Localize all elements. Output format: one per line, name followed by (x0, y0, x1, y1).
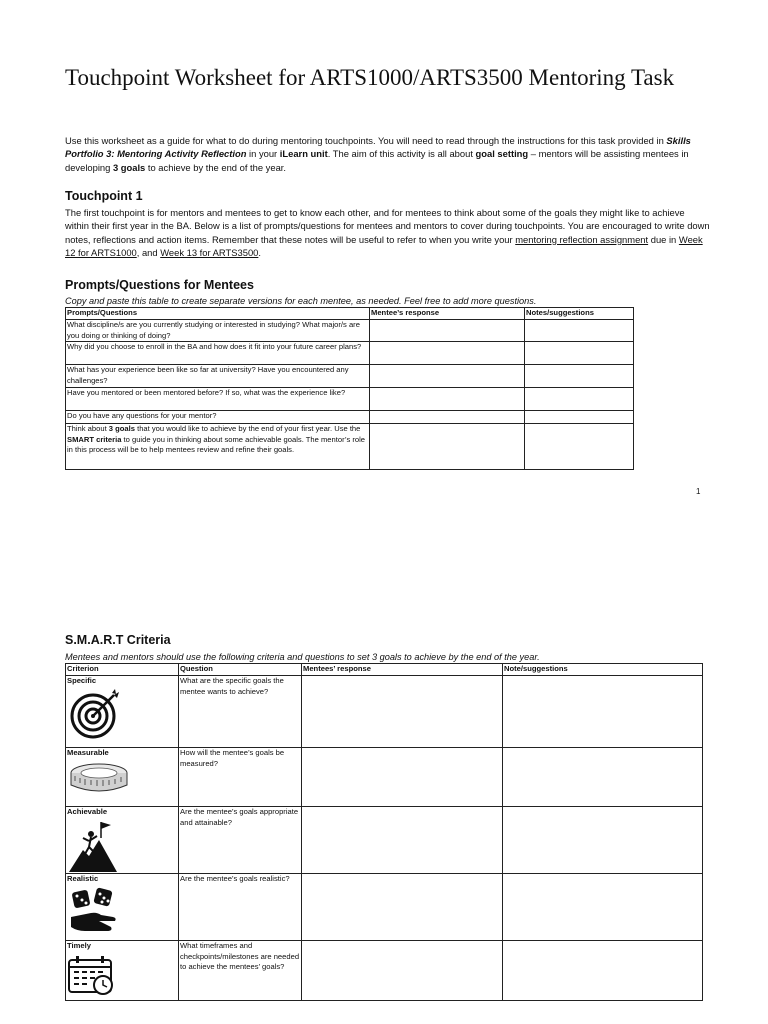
notes-cell[interactable] (503, 676, 703, 748)
notes-cell[interactable] (503, 748, 703, 807)
criterion-cell (66, 874, 179, 941)
col-header-mentee-response: Mentee’s response (370, 308, 525, 320)
criterion-cell (66, 941, 179, 1001)
tape-measure-icon (67, 761, 131, 797)
intro-paragraph (65, 134, 710, 174)
prompt-cell: Have you mentored or been mentored before? If so, what was the experience like? (66, 388, 370, 411)
reflection-assignment-link[interactable]: mentoring reflection assignment (515, 233, 649, 245)
table-row (66, 365, 634, 388)
notes-cell[interactable] (525, 342, 634, 365)
table-row (66, 676, 703, 748)
smart-table (65, 663, 703, 1001)
notes-cell[interactable] (525, 365, 634, 388)
question-cell: What timeframes and checkpoints/milestones are needed to achieve the mentees’ goals? (179, 941, 302, 1001)
smart-header-row (66, 664, 703, 676)
response-cell[interactable] (370, 342, 525, 365)
goal-3-goals: 3 goals (108, 424, 135, 433)
prompt-cell: Why did you choose to enroll in the BA and how does it fit into your future career plans? (66, 342, 370, 365)
criterion-name: Measurable (67, 748, 109, 757)
page-title: Touchpoint Worksheet for ARTS1000/ARTS3500 Mentoring Task (65, 65, 675, 90)
col-header-question: Question (179, 664, 302, 676)
response-cell[interactable] (370, 365, 525, 388)
col-header-mentees-response: Mentees’ response (302, 664, 503, 676)
table-row (66, 748, 703, 807)
prompts-note: Copy and paste this table to create separate versions for each mentee, as needed. Feel free to add more questions. (65, 296, 537, 306)
goal-smart-criteria: SMART criteria (67, 434, 122, 444)
table-row (66, 941, 703, 1001)
response-cell[interactable] (370, 411, 525, 424)
criterion-cell (66, 748, 179, 807)
prompt-cell: What discipline/s are you currently studying or interested in studying? What major/s are you doing or thinking of doing? (66, 320, 370, 342)
criterion-name: Realistic (67, 874, 99, 883)
prompt-cell: What has your experience been like so far at university? Have you encountered any challenges? (66, 365, 370, 388)
col-header-notes: Notes/suggestions (525, 308, 634, 320)
table-row (66, 874, 703, 941)
question-cell: Are the mentee’s goals appropriate and attainable? (179, 807, 302, 874)
question-cell: How will the mentee’s goals be measured? (179, 748, 302, 807)
response-cell[interactable] (370, 388, 525, 411)
intro-text-1: Use this worksheet as a guide for what to do during mentoring touchpoints. You will need to read through the instructions for this task provided in (65, 135, 667, 146)
intro-text-4: – mentors will be assisting mentees in developing (65, 148, 689, 173)
touchpoint-heading: Touchpoint 1 (65, 189, 143, 203)
prompt-cell: Do you have any questions for your mentor? (66, 411, 370, 424)
notes-cell[interactable] (525, 411, 634, 424)
dice-hand-icon (67, 887, 123, 933)
intro-portfolio-name: Skills Portfolio 3: Mentoring Activity Reflection (65, 135, 691, 160)
week13-link[interactable]: Week 13 for ARTS3500 (160, 246, 259, 258)
response-cell[interactable] (302, 807, 503, 874)
criterion-cell (66, 807, 179, 874)
response-cell[interactable] (302, 676, 503, 748)
prompt-cell (66, 424, 370, 470)
intro-goal-setting: goal setting (475, 148, 529, 160)
question-cell: What are the specific goals the mentee wants to achieve? (179, 676, 302, 748)
touchpoint-text-1: The first touchpoint is for mentors and mentees to get to know each other, and for mentees to think about some of the goals they might like to achieve within their first year in the BA. Below is a list of prompts/questions for mentees and mentors to cover during touchpoints. You are encouraged to write down notes, reflections and action items. Remember that these notes will be useful to refer to when you write your (65, 207, 710, 245)
notes-cell[interactable] (525, 320, 634, 342)
notes-cell[interactable] (503, 874, 703, 941)
prompts-header-row (66, 308, 634, 320)
criterion-name: Achievable (67, 807, 108, 816)
table-row (66, 411, 634, 424)
touchpoint-text-3: , and (136, 246, 161, 258)
table-row (66, 424, 634, 470)
touchpoint-text-2: due in (648, 233, 679, 245)
intro-3-goals: 3 goals (112, 161, 146, 173)
question-cell: Are the mentee’s goals realistic? (179, 874, 302, 941)
table-row (66, 388, 634, 411)
goal-text-1: Think about (67, 424, 109, 433)
criterion-name: Timely (67, 941, 91, 950)
smart-heading: S.M.A.R.T Criteria (65, 633, 171, 647)
notes-cell[interactable] (503, 807, 703, 874)
touchpoint-text-4: . (258, 246, 261, 258)
table-row (66, 807, 703, 874)
intro-text-3: . The aim of this activity is all about (327, 148, 476, 160)
calendar-clock-icon (67, 954, 117, 996)
notes-cell[interactable] (525, 424, 634, 470)
notes-cell[interactable] (503, 941, 703, 1001)
prompts-heading: Prompts/Questions for Mentees (65, 278, 254, 292)
page-number: 1 (696, 487, 701, 496)
response-cell[interactable] (370, 424, 525, 470)
col-header-criterion: Criterion (66, 664, 179, 676)
response-cell[interactable] (370, 320, 525, 342)
smart-note: Mentees and mentors should use the following criteria and questions to set 3 goals to achieve by the end of the year. (65, 652, 540, 662)
prompts-table (65, 307, 634, 470)
intro-text-5: to achieve by the end of the year. (145, 161, 287, 173)
touchpoint-paragraph (65, 206, 710, 259)
goal-text-3: to guide you in thinking about some achievable goals. The mentor’s role in this process will be to help mentees review and refine their goals. (67, 434, 366, 454)
goal-text-2: that you would like to achieve by the end of your first year. Use the (134, 424, 361, 433)
col-header-prompts: Prompts/Questions (66, 308, 370, 320)
notes-cell[interactable] (525, 388, 634, 411)
criterion-cell (66, 676, 179, 748)
response-cell[interactable] (302, 874, 503, 941)
col-header-note-suggestions: Note/suggestions (503, 664, 703, 676)
target-icon (67, 689, 123, 739)
table-row (66, 320, 634, 342)
week12-link[interactable]: Week 12 for ARTS1000 (65, 233, 703, 258)
response-cell[interactable] (302, 941, 503, 1001)
intro-ilearn: iLearn unit (279, 148, 328, 160)
response-cell[interactable] (302, 748, 503, 807)
mountain-climber-icon (67, 820, 119, 872)
table-row (66, 342, 634, 365)
criterion-name: Specific (67, 676, 97, 685)
intro-text-2: in your (246, 148, 280, 160)
